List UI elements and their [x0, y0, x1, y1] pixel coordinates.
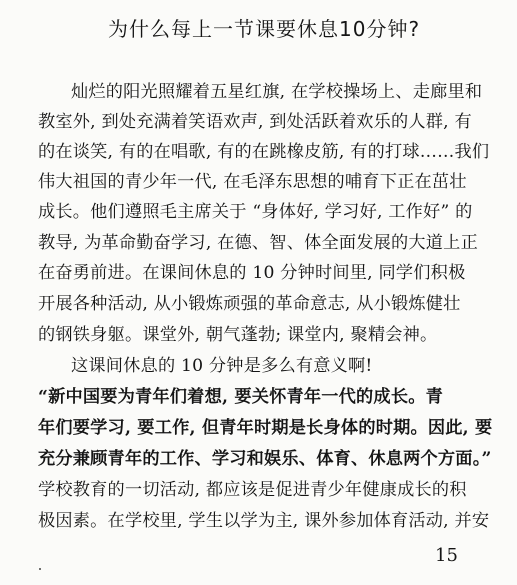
- text-line-8: 开展各种活动, 从小锻炼顽强的革命意志, 从小锻炼健壮: [38, 294, 461, 314]
- text-line-12: 极因素。在学校里, 学生以学为主, 课外参加体育活动, 并安: [38, 511, 490, 531]
- quote-line-3: 充分兼顾青年的工作、学习和娱乐、体育、休息两个方面。”: [38, 449, 492, 469]
- text-line-11: 学校教育的一切活动, 都应该是促进青少年健康成长的积: [38, 480, 467, 500]
- text-line-10: 这课间休息的 10 分钟是多么有意义啊!: [71, 356, 373, 376]
- text-line-7: 在奋勇前进。在课间休息的 10 分钟时间里, 同学们积极: [38, 263, 466, 283]
- scan-speck: [39, 568, 41, 570]
- text-line-5: 成长。他们遵照毛主席关于 “身体好, 学习好, 工作好” 的: [38, 202, 473, 222]
- page-number: 15: [435, 545, 458, 566]
- text-line-2: 教室外, 到处充满着笑语欢声, 到处活跃着欢乐的人群, 有: [38, 112, 472, 132]
- quote-line-2: 年们要学习, 要工作, 但青年时期是长身体的时期。因此, 要: [38, 418, 493, 438]
- text-line-9: 的钢铁身躯。课堂外, 朝气蓬勃; 课堂内, 聚精会神。: [38, 325, 438, 345]
- text-line-3: 的在谈笑, 有的在唱歌, 有的在跳橡皮筋, 有的打球……我们: [38, 142, 490, 162]
- text-line-6: 教导, 为革命勤奋学习, 在德、智、体全面发展的大道上正: [38, 233, 478, 253]
- text-line-4: 伟大祖国的青少年一代, 在毛泽东思想的哺育下正在茁壮: [38, 172, 467, 192]
- text-line-1: 灿烂的阳光照耀着五星红旗, 在学校操场上、走廊里和: [71, 82, 483, 102]
- page-title: 为什么每上一节课要休息10分钟?: [108, 17, 421, 41]
- quote-line-1: “新中国要为青年们着想, 要关怀青年一代的成长。青: [38, 387, 443, 407]
